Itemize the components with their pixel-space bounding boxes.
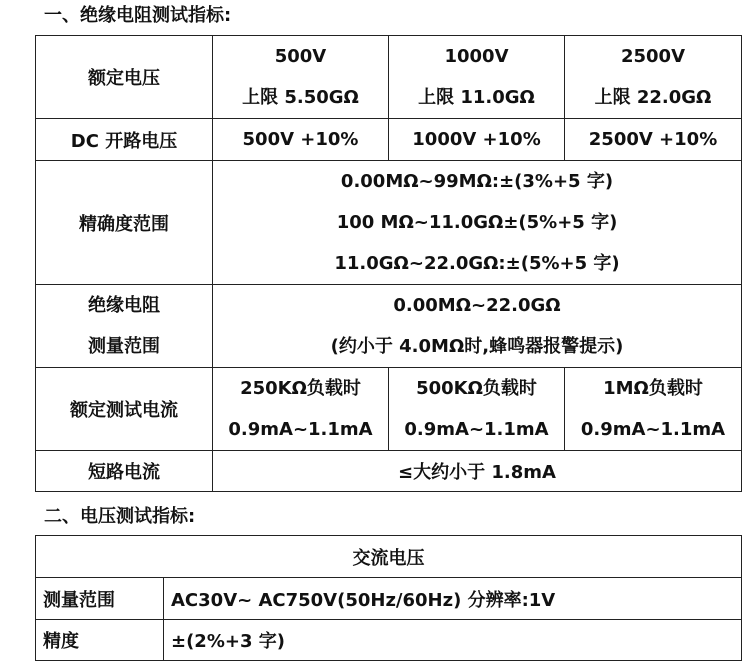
- accuracy-range-label: 精确度范围: [36, 161, 213, 285]
- section-1-heading: 一、绝缘电阻测试指标:: [44, 5, 232, 26]
- load-condition: 500KΩ负载时: [416, 378, 537, 399]
- voltage-limit: 上限 11.0GΩ: [418, 87, 535, 108]
- load-condition: 1MΩ负载时: [603, 378, 703, 399]
- range-value: 0.00MΩ~22.0GΩ: [393, 295, 561, 316]
- rated-voltage-label: 额定电压: [36, 36, 213, 119]
- rated-test-current-label: 额定测试电流: [36, 368, 213, 451]
- precision-row: [36, 620, 742, 661]
- precision-value: ±(2%+3 字): [164, 620, 742, 661]
- short-circuit-current-row: [36, 451, 742, 492]
- rated-voltage-cell-2: [389, 36, 565, 119]
- section-2-heading: 二、电压测试指标:: [44, 506, 196, 527]
- voltage-value: 2500V: [620, 46, 686, 67]
- measure-range-value: AC30V~ AC750V(50Hz/60Hz) 分辨率:1V: [164, 578, 742, 620]
- rated-voltage-row: [36, 36, 742, 119]
- insulation-range-label: [36, 285, 213, 368]
- insulation-range-values: [213, 285, 742, 368]
- accuracy-range-values: [213, 161, 742, 285]
- label-line: 测量范围: [88, 336, 160, 357]
- range-note: (约小于 4.0MΩ时,蜂鸣器报警提示): [330, 336, 624, 357]
- ac-voltage-header-row: [36, 536, 742, 578]
- insulation-range-row: [36, 285, 742, 368]
- accuracy-line: 100 MΩ~11.0GΩ±(5%+5 字): [336, 212, 618, 233]
- voltage-value: 500V: [274, 46, 327, 67]
- current-value: 0.9mA~1.1mA: [580, 419, 726, 440]
- voltage-limit: 上限 22.0GΩ: [594, 87, 712, 108]
- dc-open-voltage-value-2: 1000V +10%: [389, 119, 565, 161]
- accuracy-line: 11.0GΩ~22.0GΩ:±(5%+5 字): [334, 253, 620, 274]
- rated-test-current-row: [36, 368, 742, 451]
- test-current-cell-1: [213, 368, 389, 451]
- voltage-value: 1000V: [444, 46, 509, 67]
- dc-open-voltage-row: [36, 119, 742, 161]
- voltage-limit: 上限 5.50GΩ: [242, 87, 359, 108]
- rated-voltage-cell-3: [565, 36, 742, 119]
- measure-range-label: 测量范围: [36, 578, 164, 620]
- rated-voltage-cell-1: [213, 36, 389, 119]
- current-value: 0.9mA~1.1mA: [404, 419, 549, 440]
- ac-voltage-header: 交流电压: [36, 536, 742, 578]
- accuracy-range-row: [36, 161, 742, 285]
- voltage-spec-table: [35, 535, 742, 661]
- test-current-cell-2: [389, 368, 565, 451]
- dc-open-voltage-value-3: 2500V +10%: [565, 119, 742, 161]
- short-circuit-current-value: ≤大约小于 1.8mA: [213, 451, 742, 492]
- current-value: 0.9mA~1.1mA: [228, 419, 373, 440]
- load-condition: 250KΩ负载时: [240, 378, 361, 399]
- short-circuit-current-label: 短路电流: [36, 451, 213, 492]
- insulation-spec-table: [35, 35, 742, 492]
- dc-open-voltage-label: DC 开路电压: [36, 119, 213, 161]
- precision-label: 精度: [36, 620, 164, 661]
- accuracy-line: 0.00MΩ~99MΩ:±(3%+5 字): [340, 171, 614, 192]
- dc-open-voltage-value-1: 500V +10%: [213, 119, 389, 161]
- test-current-cell-3: [565, 368, 742, 451]
- measure-range-row: [36, 578, 742, 620]
- label-line: 绝缘电阻: [88, 295, 160, 316]
